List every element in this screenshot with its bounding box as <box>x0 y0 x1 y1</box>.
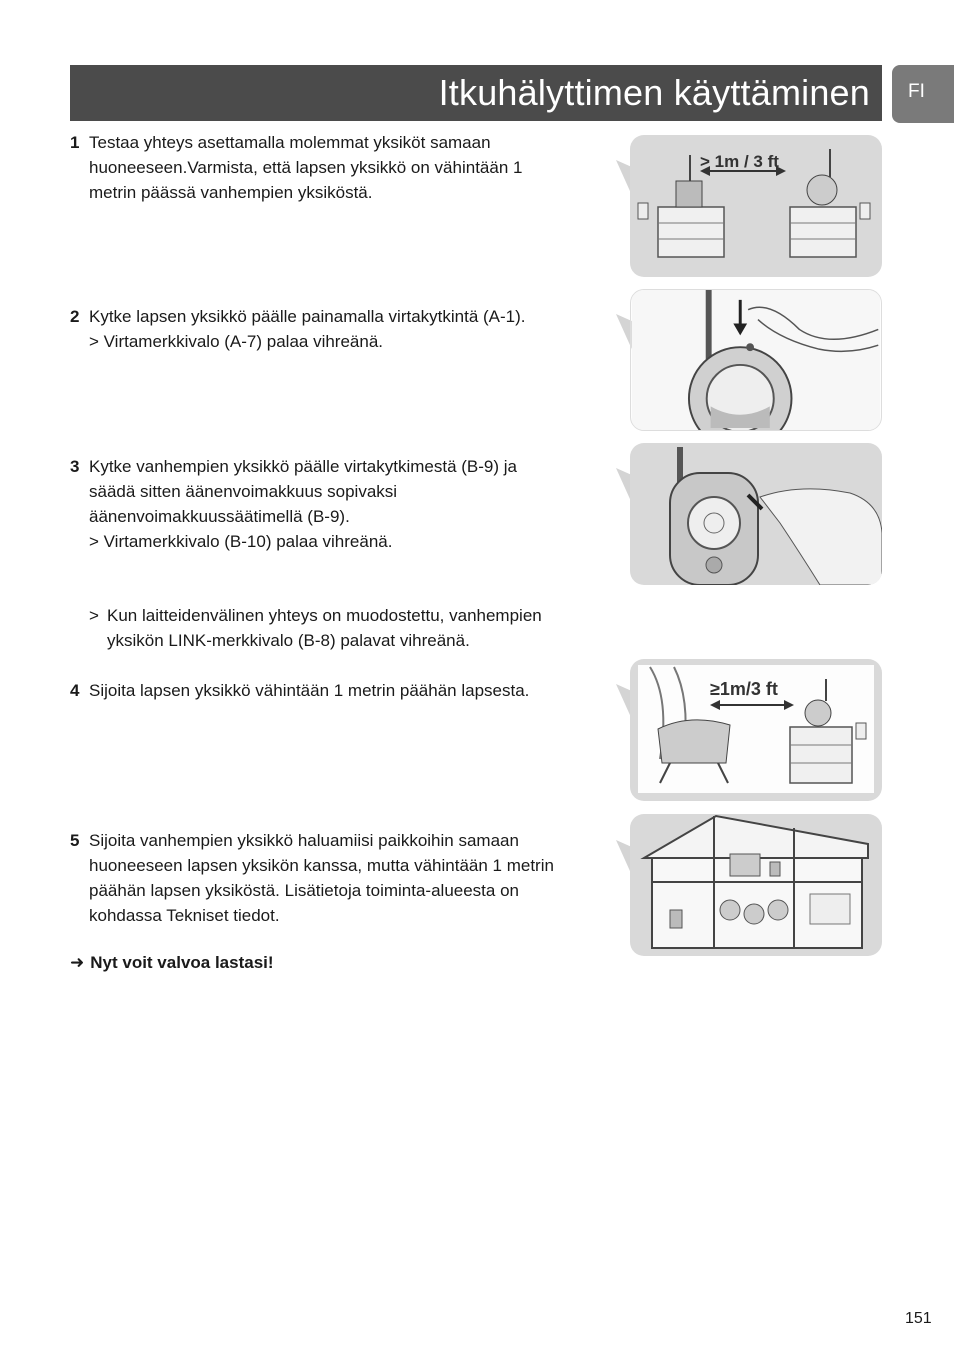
page-number: 151 <box>905 1310 932 1327</box>
step-5 <box>70 828 600 928</box>
step-text-line: Testaa yhteys asettamalla molemmat yksiköt samaan <box>89 133 491 152</box>
step-text-line: kohdassa Tekniset tiedot. <box>89 906 280 925</box>
note-marker: > <box>89 606 99 625</box>
illustration-power-button <box>630 289 882 431</box>
illustration-distance-units <box>630 135 882 277</box>
step-result-line: > Virtamerkkivalo (A-7) palaa vihreänä. <box>89 332 384 351</box>
illustration-parent-unit <box>630 443 882 585</box>
step-number: 2 <box>70 307 80 326</box>
link-note <box>89 603 609 653</box>
step-text-line: Kytke vanhempien yksikkö päälle virtakytkimestä (B-9) ja <box>89 457 517 476</box>
step-number: 4 <box>70 681 80 700</box>
step-number: 1 <box>70 133 80 152</box>
illustration-house-range <box>630 814 882 956</box>
language-tab <box>892 65 954 123</box>
note-text-line: Kun laitteidenvälinen yhteys on muodostettu, vanhempien <box>107 606 542 625</box>
step-result-line: > Virtamerkkivalo (B-10) palaa vihreänä. <box>89 532 393 551</box>
page-title-bar <box>70 65 882 121</box>
note-text-line: yksikön LINK-merkkivalo (B-8) palavat vihreänä. <box>107 631 470 650</box>
step-number: 3 <box>70 457 80 476</box>
step-text-line: metrin päässä vanhempien yksiköstä. <box>89 183 373 202</box>
step-text-line: päähän lapsen yksiköstä. Lisätietoja toiminta-alueesta on <box>89 881 519 900</box>
step-text-line: huoneeseen lapsen yksikön kanssa, mutta vähintään 1 metrin <box>89 856 554 875</box>
step-text-line: säädä sitten äänenvoimakkuus sopivaksi <box>89 482 398 501</box>
distance-label: > 1m / 3 ft <box>700 152 779 171</box>
page-title: Itkuhälyttimen käyttäminen <box>438 72 870 113</box>
arrow-right-icon: ➜ <box>70 953 85 972</box>
illustration-crib-distance <box>630 659 882 801</box>
step-1 <box>70 130 600 205</box>
step-number: 5 <box>70 831 80 850</box>
step-text-line: äänenvoimakkuussäätimellä (B-9). <box>89 507 350 526</box>
step-2 <box>70 304 600 354</box>
step-text-line: Sijoita lapsen yksikkö vähintään 1 metrin päähän lapsesta. <box>89 681 530 700</box>
step-4 <box>70 678 600 703</box>
distance-label: ≥1m/3 ft <box>710 679 778 699</box>
step-text-line: Sijoita vanhempien yksikkö haluamiisi paikkoihin samaan <box>89 831 519 850</box>
final-message-text: Nyt voit valvoa lastasi! <box>90 953 274 972</box>
step-text-line: huoneeseen.Varmista, että lapsen yksikkö on vähintään 1 <box>89 158 523 177</box>
language-code: FI <box>908 81 925 102</box>
step-text-line: Kytke lapsen yksikkö päälle painamalla virtakytkintä (A-1). <box>89 307 526 326</box>
step-3 <box>70 454 600 554</box>
final-message <box>70 953 274 973</box>
